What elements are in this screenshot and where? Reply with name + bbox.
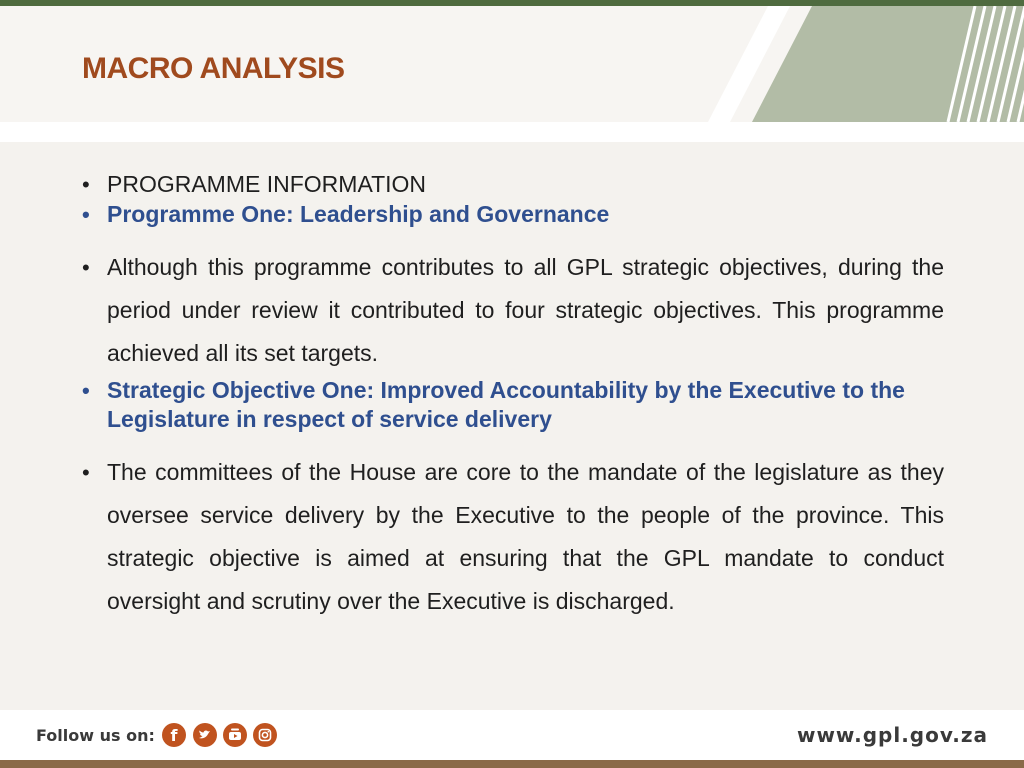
bullet-item-programme-contribution	[82, 246, 944, 375]
slide-footer	[0, 710, 1024, 760]
bullet-item-strategic-objective-one	[82, 376, 932, 434]
bullet-item-committees	[82, 451, 944, 623]
follow-us-label: Follow us on:	[36, 726, 155, 745]
bullet-text: Although this programme contributes to all GPL strategic objectives, during the period under review it contributed to four strategic objectives. This programme achieved all its set targets.	[107, 254, 944, 366]
svg-text:f: f	[170, 726, 178, 745]
bullet-marker: •	[82, 378, 90, 403]
youtube-icon[interactable]	[223, 723, 247, 747]
bottom-accent-strip	[0, 760, 1024, 768]
bullet-text: PROGRAMME INFORMATION	[107, 171, 427, 197]
instagram-icon[interactable]	[253, 723, 277, 747]
bullet-marker: •	[82, 255, 90, 280]
bullet-marker: •	[82, 460, 90, 485]
bullet-marker: •	[82, 202, 90, 227]
bullet-item-programme-information	[82, 170, 944, 199]
header-divider	[0, 122, 1024, 142]
slide-header	[0, 6, 1024, 122]
bullet-item-programme-one	[82, 200, 944, 229]
bullet-text: Programme One: Leadership and Governance	[107, 201, 610, 227]
bullet-text: Strategic Objective One: Improved Accountability by the Executive to the Legislature in respect of service delivery	[107, 377, 905, 432]
bullet-text: The committees of the House are core to the mandate of the legislature as they oversee service delivery by the Executive to the people of the province. This strategic objective is aimed at ensuring that the GPL mandate to conduct oversight and scrutiny over the Executive is discharged.	[107, 459, 944, 614]
website-link[interactable]: www.gpl.gov.za	[796, 723, 988, 747]
bullet-marker: •	[82, 172, 90, 197]
twitter-icon[interactable]	[193, 723, 217, 747]
slide-content	[0, 142, 1024, 710]
facebook-icon[interactable]	[162, 723, 186, 747]
page-title: MACRO ANALYSIS	[82, 52, 345, 85]
